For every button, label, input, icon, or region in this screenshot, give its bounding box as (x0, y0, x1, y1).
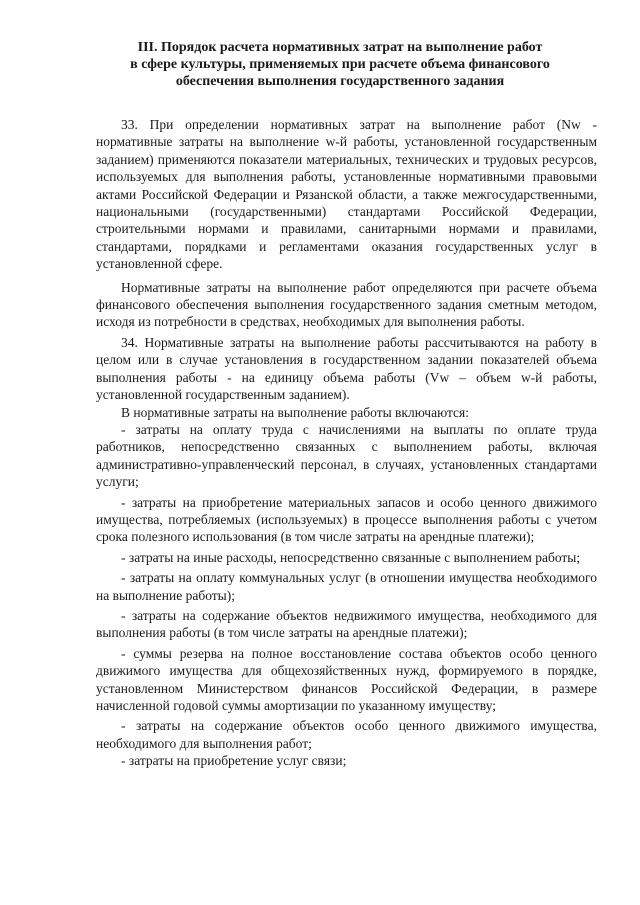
heading-line: III. Порядок расчета нормативных затрат на выполнение работ (137, 40, 543, 55)
list-item: - затраты на приобретение материальных запасов и особо ценного движимого имущества, потребляемых (используемых) в процессе выполнения работы с учетом срока полезного использования (в том числе затраты на арендные платежи); (96, 494, 597, 545)
paragraph-33: 33. При определении нормативных затрат на выполнение работ (Nw - нормативные затраты на выполнение w-й работы, установленной государственным заданием) применяются показатели материальных, технических и трудовых ресурсов, используемых для выполнения работы, установленные нормативными правовыми актами Российской Федерации и Рязанской области, а также межгосударственными, национальными (государственными) стандартами Российской Федерации, строительными нормами и правилами, санитарными нормами и правилами, стандартами, порядками и регламентами оказания государственных услуг в установленной сфере. (96, 117, 597, 272)
document-body (96, 116, 597, 770)
list-item: - суммы резерва на полное восстановление состава объектов особо ценного движимого имущества для общехозяйственных нужд, формируемого в порядке, установленном Министерством финансов Российской Федерации, в размере начисленной годовой суммы амортизации по указанному имуществу; (96, 645, 597, 713)
cost-list-intro: В нормативные затраты на выполнение работы включаются: (121, 404, 470, 420)
section-heading (80, 39, 600, 90)
list-item: - затраты на оплату коммунальных услуг (в отношении имущества необходимого на выполнение работы); (96, 570, 597, 603)
list-item: - затраты на приобретение услуг связи; (121, 753, 347, 769)
paragraph-34: 34. Нормативные затраты на выполнение работы рассчитываются на работу в целом или в случае установления в государственном задании показателей объема выполнения работы - на единицу объема работы (Vw – объем w-й работы, установленной государственным заданием). (96, 334, 597, 403)
list-item: - затраты на содержание объектов особо ценного движимого имущества, необходимого для выполнения работ; (96, 718, 597, 751)
heading-line: в сфере культуры, применяемых при расчете объема финансового (130, 57, 550, 72)
list-item: - затраты на содержание объектов недвижимого имущества, необходимого для выполнения работы (в том числе затраты на арендные платежи); (96, 607, 597, 641)
heading-line: обеспечения выполнения государственного задания (175, 74, 505, 89)
list-item: - затраты на оплату труда с начислениями на выплаты по оплате труда работников, непосредственно связанных с выполнением работы, включая административно-управленческий персонал, в случаях, установленных стандартами услуги; (96, 421, 597, 490)
paragraph-33-estimate-method: Нормативные затраты на выполнение работ определяются при расчете объема финансового обеспечения выполнения государственного задания сметным методом, исходя из потребности в средствах, необходимых для выполнения работы. (96, 279, 597, 330)
list-item: - затраты на иные расходы, непосредственно связанные с выполнением работы; (121, 549, 581, 565)
